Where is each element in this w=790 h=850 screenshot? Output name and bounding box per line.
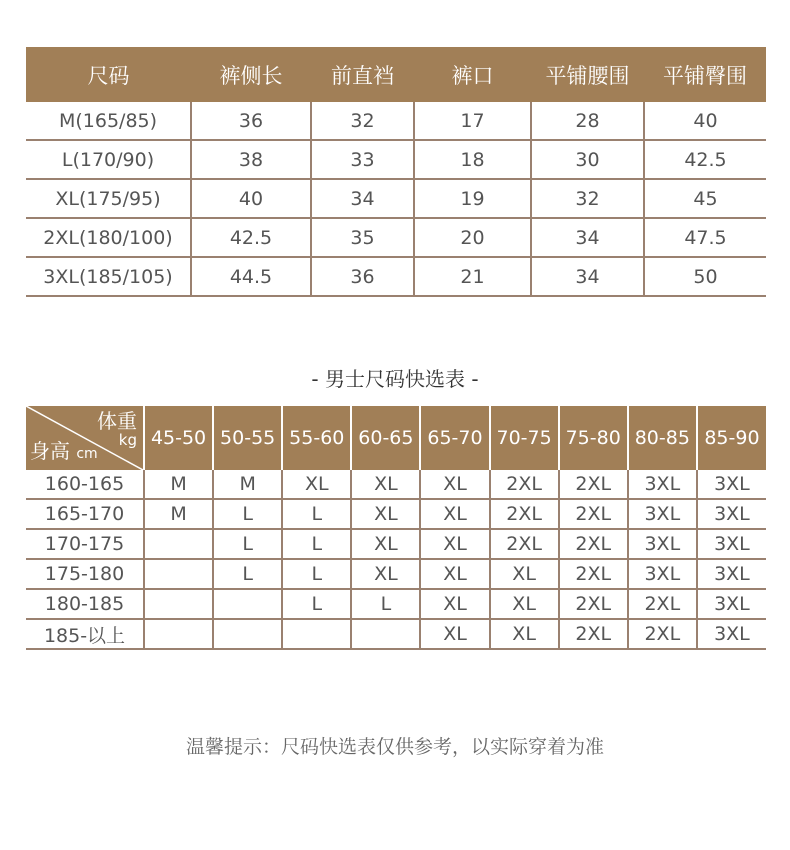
size-cell: 2XL — [559, 559, 628, 589]
measurement-cell: 45 — [644, 179, 766, 218]
measurement-cell: 36 — [311, 257, 414, 296]
table-row — [26, 589, 766, 619]
height-range-cell: 160-165 — [26, 470, 144, 499]
measurement-cell: 17 — [414, 102, 531, 140]
size-cell: XL — [351, 470, 420, 499]
size-cell: 2XL — [490, 499, 559, 529]
header-cell: 尺码 — [26, 47, 191, 102]
size-cell: 2XL — [559, 589, 628, 619]
size-cell: XL — [351, 499, 420, 529]
measurement-cell: 42.5 — [191, 218, 311, 257]
weight-label-text: 体重 — [97, 409, 137, 433]
measurement-cell: 42.5 — [644, 140, 766, 179]
weight-range-header: 85-90 — [697, 406, 766, 470]
size-chart-header-row — [26, 47, 766, 102]
size-cell — [213, 619, 282, 649]
measurement-cell: 36 — [191, 102, 311, 140]
measurement-cell: 34 — [531, 257, 644, 296]
header-cell: 平铺腰围 — [531, 47, 644, 102]
size-label-cell: M(165/85) — [26, 102, 191, 140]
size-cell: XL — [490, 619, 559, 649]
table-row — [26, 559, 766, 589]
size-cell: L — [282, 499, 351, 529]
size-cell: 3XL — [697, 529, 766, 559]
size-label-cell: L(170/90) — [26, 140, 191, 179]
weight-range-header: 60-65 — [351, 406, 420, 470]
quick-table-title: - 男士尺码快选表 - — [311, 367, 479, 391]
table-row — [26, 102, 766, 140]
size-cell: XL — [351, 559, 420, 589]
header-cell: 平铺臀围 — [644, 47, 766, 102]
size-cell: XL — [420, 619, 489, 649]
size-cell: XL — [420, 499, 489, 529]
weight-range-header: 45-50 — [144, 406, 213, 470]
measurement-cell: 40 — [191, 179, 311, 218]
table-row — [26, 257, 766, 296]
size-cell: 3XL — [697, 470, 766, 499]
measurement-cell: 34 — [311, 179, 414, 218]
size-cell: 3XL — [697, 619, 766, 649]
height-range-cell: 175-180 — [26, 559, 144, 589]
size-cell: 2XL — [559, 529, 628, 559]
size-cell: M — [213, 470, 282, 499]
weight-range-header: 80-85 — [628, 406, 697, 470]
size-cell — [144, 589, 213, 619]
quick-table-header-row — [26, 406, 766, 470]
quick-size-table — [26, 406, 766, 650]
weight-unit: kg — [118, 431, 137, 449]
size-cell: 2XL — [559, 470, 628, 499]
weight-range-header: 55-60 — [282, 406, 351, 470]
measurement-cell: 30 — [531, 140, 644, 179]
height-unit: cm — [76, 446, 98, 462]
weight-range-header: 75-80 — [559, 406, 628, 470]
size-cell: 3XL — [697, 559, 766, 589]
size-cell: XL — [420, 589, 489, 619]
table-row — [26, 140, 766, 179]
size-cell: 2XL — [628, 589, 697, 619]
measurement-cell: 44.5 — [191, 257, 311, 296]
size-cell: XL — [490, 589, 559, 619]
height-range-cell: 185-以上 — [26, 619, 144, 649]
table-row — [26, 529, 766, 559]
height-label-text: 身高 — [30, 439, 70, 463]
corner-header-cell — [26, 406, 144, 470]
table-row — [26, 179, 766, 218]
weight-label — [97, 410, 137, 448]
header-cell: 裤口 — [414, 47, 531, 102]
size-label-cell: 2XL(180/100) — [26, 218, 191, 257]
measurement-cell: 18 — [414, 140, 531, 179]
size-cell: L — [282, 589, 351, 619]
size-chart-table — [26, 47, 766, 297]
size-cell: XL — [420, 559, 489, 589]
size-cell: 2XL — [490, 529, 559, 559]
size-cell: 2XL — [490, 470, 559, 499]
table-row — [26, 218, 766, 257]
height-range-cell: 170-175 — [26, 529, 144, 559]
size-cell — [351, 619, 420, 649]
size-cell: L — [282, 529, 351, 559]
header-cell: 裤侧长 — [191, 47, 311, 102]
measurement-cell: 38 — [191, 140, 311, 179]
size-cell: 3XL — [697, 589, 766, 619]
measurement-cell: 32 — [531, 179, 644, 218]
measurement-cell: 21 — [414, 257, 531, 296]
size-cell — [144, 529, 213, 559]
size-cell: 3XL — [628, 559, 697, 589]
size-cell: 3XL — [628, 470, 697, 499]
measurement-cell: 47.5 — [644, 218, 766, 257]
table-row — [26, 470, 766, 499]
size-cell — [282, 619, 351, 649]
size-cell — [213, 589, 282, 619]
header-cell: 前直裆 — [311, 47, 414, 102]
size-cell: 3XL — [628, 499, 697, 529]
table-row — [26, 499, 766, 529]
measurement-cell: 33 — [311, 140, 414, 179]
size-cell: XL — [420, 470, 489, 499]
size-cell: L — [213, 559, 282, 589]
size-cell: L — [213, 499, 282, 529]
measurement-cell: 34 — [531, 218, 644, 257]
height-range-cell: 165-170 — [26, 499, 144, 529]
size-label-cell: 3XL(185/105) — [26, 257, 191, 296]
size-cell: M — [144, 470, 213, 499]
size-cell — [144, 619, 213, 649]
size-cell: 2XL — [559, 499, 628, 529]
measurement-cell: 40 — [644, 102, 766, 140]
measurement-cell: 20 — [414, 218, 531, 257]
size-cell: L — [351, 589, 420, 619]
size-cell: L — [282, 559, 351, 589]
size-cell: XL — [420, 529, 489, 559]
size-cell: M — [144, 499, 213, 529]
height-label — [30, 435, 98, 464]
size-cell: 3XL — [697, 499, 766, 529]
measurement-cell: 50 — [644, 257, 766, 296]
size-cell: XL — [351, 529, 420, 559]
size-tip: 温馨提示：尺码快选表仅供参考，以实际穿着为准 — [185, 736, 604, 758]
weight-range-header: 65-70 — [420, 406, 489, 470]
size-cell: XL — [490, 559, 559, 589]
size-cell: 3XL — [628, 529, 697, 559]
measurement-cell: 35 — [311, 218, 414, 257]
measurement-cell: 32 — [311, 102, 414, 140]
size-cell: L — [213, 529, 282, 559]
measurement-cell: 19 — [414, 179, 531, 218]
size-cell: 2XL — [559, 619, 628, 649]
size-cell — [144, 559, 213, 589]
size-cell: 2XL — [628, 619, 697, 649]
height-range-cell: 180-185 — [26, 589, 144, 619]
size-cell: XL — [282, 470, 351, 499]
weight-range-header: 70-75 — [490, 406, 559, 470]
size-label-cell: XL(175/95) — [26, 179, 191, 218]
weight-range-header: 50-55 — [213, 406, 282, 470]
table-row — [26, 619, 766, 649]
measurement-cell: 28 — [531, 102, 644, 140]
